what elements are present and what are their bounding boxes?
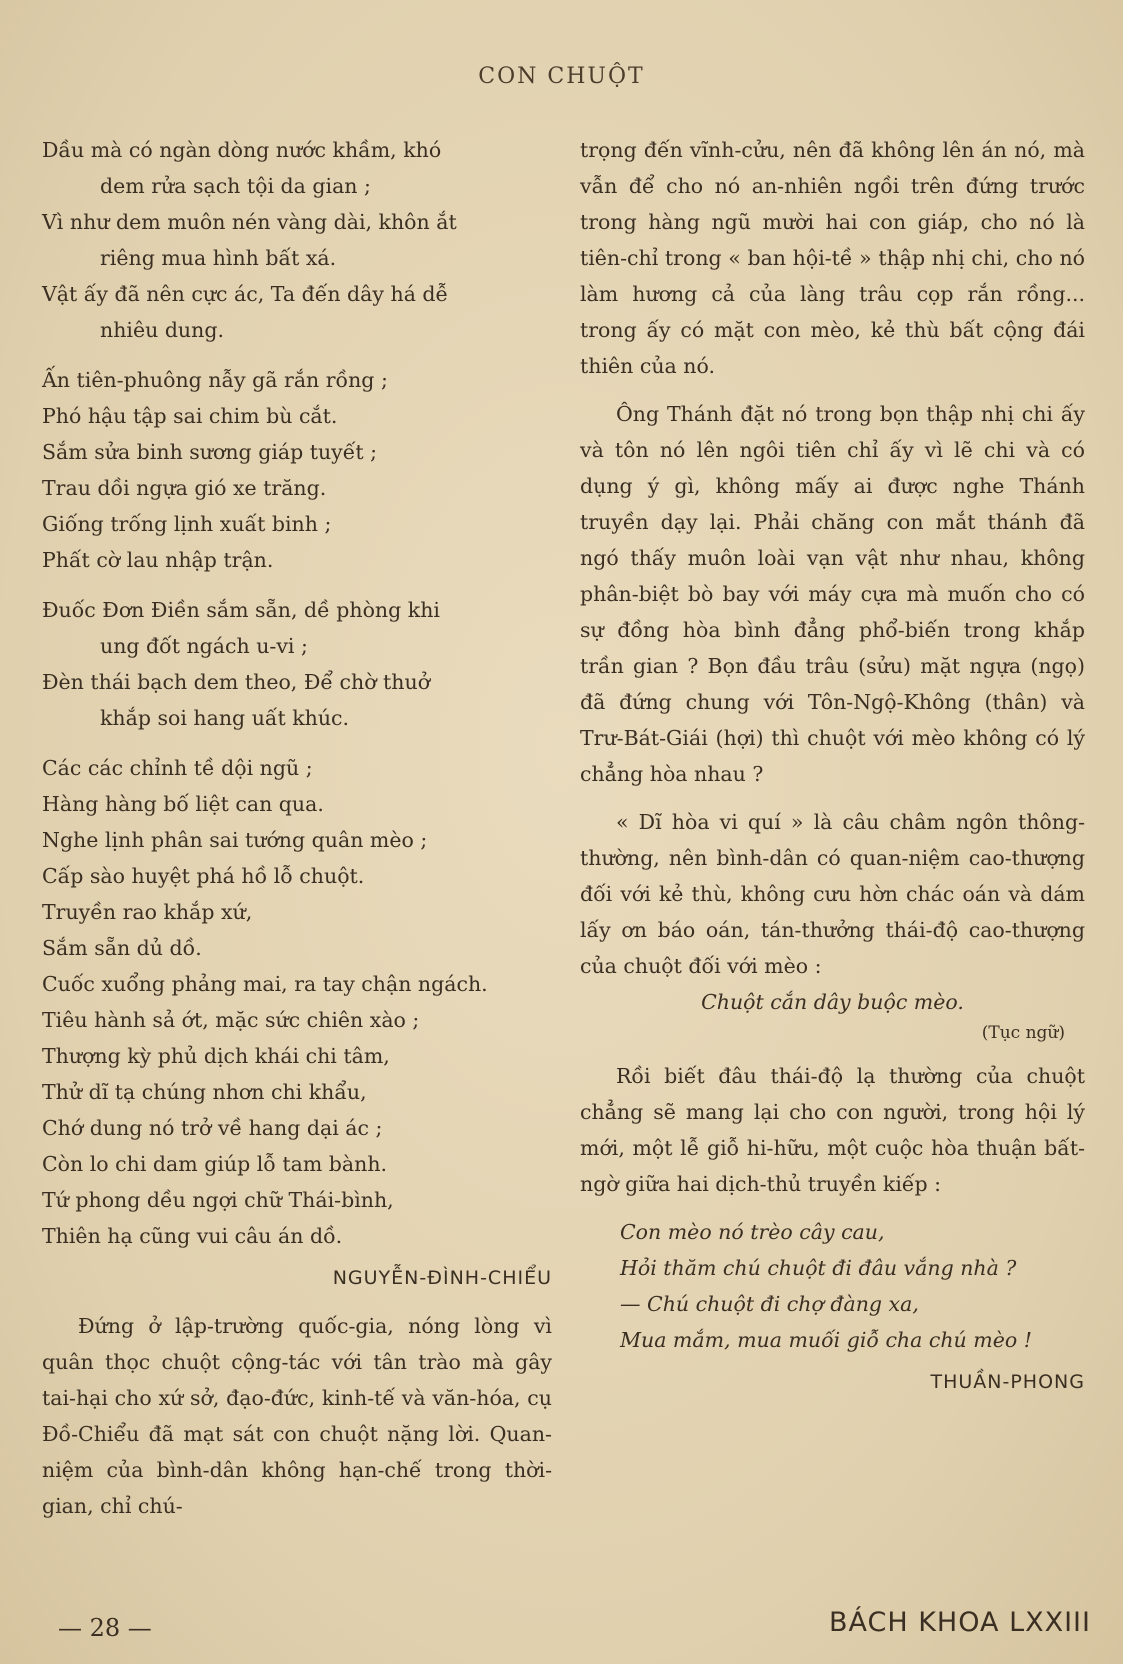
paragraph: Ông Thánh đặt nó trong bọn thập nhị chi ấy và tôn nó lên ngôi tiên chỉ ấy vì lẽ chi và có dụng ý gì, không mấy ai được nghe Thánh truyền dạy lại. Phải chăng con mắt thánh đã ngó thấy muôn loài vạn vật như nhau, không phân-biệt bò bay với máy cựa mà muốn cho có sự đồng hòa bình đẳng phổ-biến trong khắp trần gian ? Bọn đầu trâu (sửu) mặt ngựa (ngọ) đã đứng chung với Tôn-Ngộ-Không (thân) và Trư-Bát-Giái (hợi) thì chuột với mèo không có lý chẳng hòa nhau ? [580,402,1085,786]
right-prose [580,132,1085,984]
poem-line: ung đốt ngách u-vi ; [100,634,308,658]
poem-line: dem rửa sạch tội da gian ; [100,174,371,198]
poem-line: Dầu mà có ngàn dòng nước khầm, khó [42,138,442,162]
poem-line: Thiên hạ cũng vui câu án dồ. [42,1224,343,1248]
poem-line: Tiêu hành sả ớt, mặc sức chiên xào ; [42,1008,420,1032]
poem-line: Các các chỉnh tề dội ngũ ; [42,756,313,780]
poem-author: NGUYỄN-ĐÌNH-CHIỂU [332,1267,552,1289]
poem-line: Hàng hàng bố liệt can qua. [42,792,324,816]
poem-line: Phất cờ lau nhập trận. [42,548,274,572]
poem-line: Giống trống lịnh xuất binh ; [42,512,332,536]
magazine-title: BÁCH KHOA LXXIII [828,1607,1091,1638]
poem-line: Tứ phong dều ngợi chữ Thái-bình, [42,1188,394,1212]
poem-line: Hỏi thăm chú chuột đi đâu vắng nhà ? [620,1256,1017,1280]
right-column [580,132,1085,1400]
left-prose [42,1308,552,1524]
poem-line: Thử dĩ tạ chúng nhơn chi khẩu, [42,1080,367,1104]
poem-line: Ấn tiên-phuông nẫy gã rắn rồng ; [42,368,388,392]
poem-line: Thượng kỳ phủ dịch khái chi tâm, [42,1044,390,1068]
poem-line: Còn lo chi dam giúp lỗ tam bành. [42,1152,388,1176]
poem-line: — Chú chuột đi chợ đàng xa, [620,1292,919,1316]
poem-line: Cuốc xuổng phảng mai, ra tay chận ngách. [42,972,488,996]
proverb: Chuột cắn dây buộc mèo. [701,990,964,1014]
poem-line: Mua mắm, mua muối giỗ cha chú mèo ! [620,1328,1032,1352]
paragraph: trọng đến vĩnh-cửu, nên đã không lên án nó, mà vẫn để cho nó an-nhiên ngồi trên đứng trước trong hàng ngũ mười hai con giáp, cho nó là tiên-chỉ trong « ban hội-tề » thập nhị chi, cho nó làm hương cả của làng trâu cọp rắn rồng... trong ấy có mặt con mèo, kẻ thù bất cộng đái thiên của nó. [580,138,1085,378]
poem-line: Vì như dem muôn nén vàng dài, khôn ắt [42,210,457,234]
right-prose-2 [580,1058,1085,1202]
poem-line: Vật ấy đã nên cực ác, Ta đến dây há dễ [42,282,449,306]
left-column [42,132,552,1524]
poem-line: Nghe lịnh phân sai tướng quân mèo ; [42,828,428,852]
poem-line: riêng mua hình bất xá. [100,246,337,270]
poem-line: Đèn thái bạch dem theo, Để chờ thuở [42,670,431,694]
poem-nguyen-dinh-chieu [42,132,552,1254]
poem-author: THUẦN-PHONG [930,1371,1085,1393]
paragraph: Đứng ở lập-trường quốc-gia, nóng lòng vì quân thọc chuột cộng-tác với tân trào mà gây tai-hại cho xứ sở, đạo-đức, kinh-tế và văn-hóa, cụ Đồ-Chiểu đã mạt sát con chuột nặng lời. Quan-niệm của bình-dân không hạn-chế trong thời-gian, chỉ chú- [42,1314,552,1518]
paragraph: Rồi biết đâu thái-độ lạ thường của chuột chẳng sẽ mang lại cho con người, trong hội lý mới, một lễ giỗ hi-hữu, một cuộc hòa thuận bất-ngờ giữa hai dịch-thủ truyền kiếp : [580,1064,1085,1196]
proverb-note: (Tục ngữ) [981,1023,1065,1043]
poem-line: Sắm sửa binh sương giáp tuyết ; [42,440,378,464]
poem-line: khắp soi hang uất khúc. [100,706,350,730]
poem-line: Truyền rao khắp xứ, [42,900,253,924]
poem-line: Sắm sẵn dủ dồ. [42,936,202,960]
page-number: — 28 — [58,1614,152,1642]
paragraph: « Dĩ hòa vi quí » là câu châm ngôn thông-thường, nên bình-dân có quan-niệm cao-thượng đối với kẻ thù, không cưu hờn chác oán và dám lấy ơn báo oán, tán-thưởng thái-độ cao-thượng của chuột đối với mèo : [580,810,1085,978]
poem-line: Phó hậu tập sai chim bù cắt. [42,404,338,428]
folk-poem [580,1214,1085,1358]
poem-line: nhiêu dung. [100,318,224,342]
poem-line: Đuốc Đơn Điền sắm sẵn, dề phòng khi [42,598,440,622]
poem-line: Cấp sào huyệt phá hồ lỗ chuột. [42,864,365,888]
poem-line: Chớ dung nó trở về hang dại ác ; [42,1116,383,1140]
poem-line: Con mèo nó trèo cây cau, [620,1220,885,1244]
poem-line: Trau dồi ngựa gió xe trăng. [42,476,327,500]
running-head: CON CHUỘT [478,64,645,89]
